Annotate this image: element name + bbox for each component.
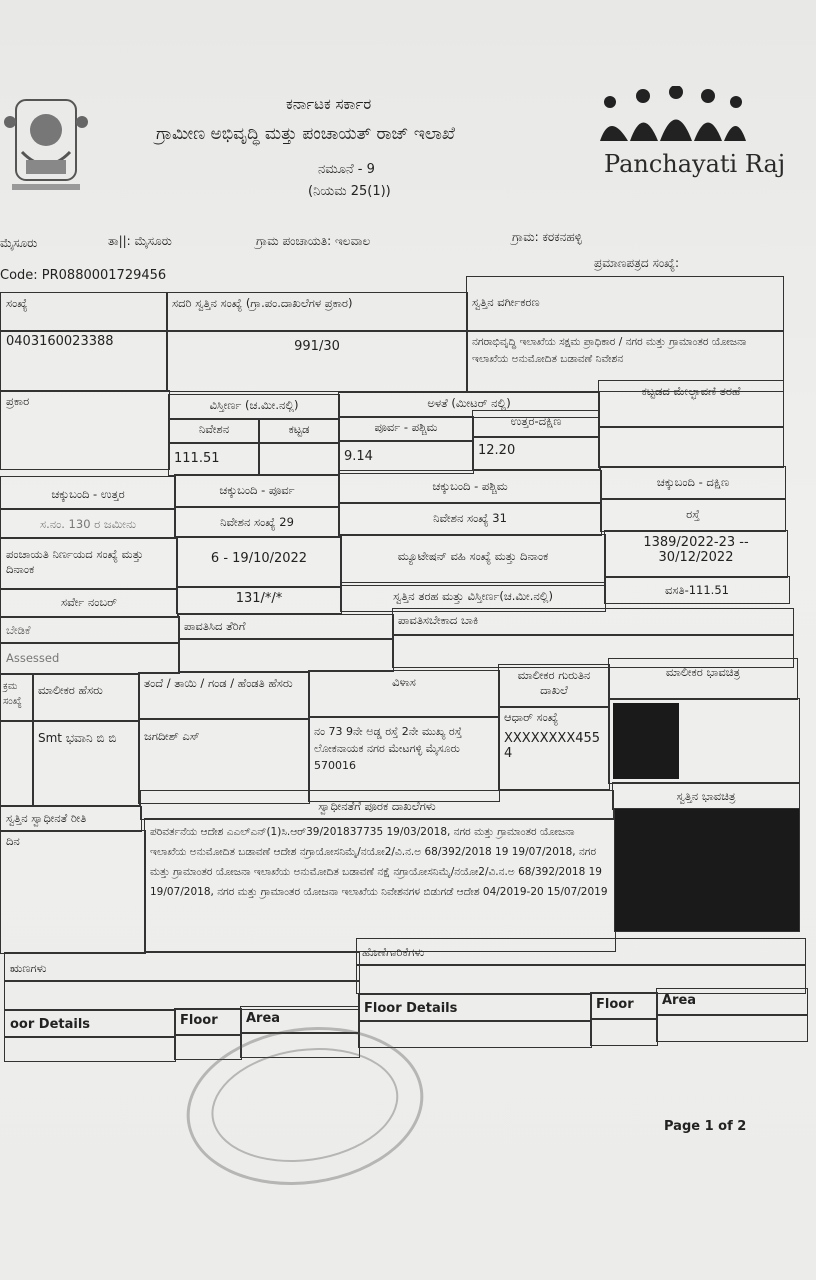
paid-tax-label: ಪಾವತಿಸಿದ ತೆರಿಗೆ (184, 619, 246, 633)
east-value-cell (174, 506, 340, 538)
property-type-value: ವಸತಿ-111.51 (665, 583, 729, 597)
possession-docs-text: ಪರಿವರ್ತನೆಯ ಆದೇಶ ಎಎಲ್‌ಎನ್‌(1)ಸಿ.ಆರ್39/201837735 19/03/2018, ನಗರ ಮತ್ತು ಗ್ರಾಮಾಂತರ ಯೋಜನಾ ಇಲಾಖೆಯ ಅನುಮೋದಿತ ಬಡಾವಣೆ ಆದೇಶ ನಗ್ರಾಯೋಸನಿಮೈ/ನಯೋ2/ವಿ.ನ.ಅ 68/392/2018 19 19/07/2018, ನಗರ ಮತ್ತು ಗ್ರಾಮಾಂತರ ಯೋಜನಾ ಇಲಾಖೆಯ ಅನುಮೋದಿತ ಬಡಾವಣೆ ನಕ್ಷೆ ನಗ್ರಾಯೋಸನಿಮೈ/ನಯೋ2/ವಿ.ನ.ಅ 68/392/2018 19 19/07/2018, ನಗರ ಮತ್ತು ಗ್ರಾಮಾಂತರ ಯೋಜನಾ ಇಲಾಖೆಯ ನಿವೇಶನಗಳ ಬಿಡುಗಡೆ ಆದೇಶ 04/2019-20 15/07/2019 (150, 826, 608, 898)
due-tax-label: ಪಾವತಿಸಬೇಕಾದ ಬಾಕಿ (398, 613, 479, 627)
id-value-cell (0, 330, 168, 392)
north-value-cell (0, 508, 176, 538)
survey-label: ಸರ್ವೇ ನಂಬರ್ (61, 595, 117, 609)
form-number: ನಮೂನೆ - 9 (318, 162, 375, 177)
floor-right-value-3 (656, 1014, 808, 1042)
resolution-label-cell (0, 538, 178, 590)
assessed-label: Assessed (6, 651, 60, 665)
mutation-value-cell (604, 530, 788, 578)
site-label: ನಿವೇಶನ (198, 422, 230, 436)
east-west-value: 9.14 (344, 449, 373, 464)
owner-name-cell (32, 720, 140, 806)
north-south-value: 12.20 (478, 443, 516, 458)
classification-label-cell (466, 276, 784, 332)
property-type-value-cell (604, 576, 790, 604)
south-value-cell (600, 498, 786, 532)
floor-right-label-cell (590, 992, 658, 1020)
east-west-label-cell (338, 416, 474, 442)
owner-serial-cell (0, 720, 34, 806)
paid-tax-label-cell (178, 614, 394, 640)
property-photo-label-cell (612, 782, 800, 810)
north-south-cell (472, 436, 600, 470)
floor-details-left-label-cell (4, 1010, 176, 1038)
south-label: ಚಕ್ಕುಬಂದಿ - ದಕ್ಷಿಣ (656, 475, 730, 489)
resolution-value-cell (176, 536, 342, 588)
due-tax-label-cell (392, 608, 794, 636)
floor-right-value-2 (590, 1018, 658, 1046)
building-area-cell (258, 442, 340, 476)
property-no-label-cell (166, 292, 468, 332)
village-label: ಗ್ರಾಮ: ಕರಕನಹಳ್ಳಿ (512, 230, 582, 244)
possession-docs-cell (144, 818, 616, 952)
address-value: ನಂ 73 9ನೇ ಅಡ್ಡ ರಸ್ತೆ 2ನೇ ಮುಖ್ಯ ರಸ್ತೆ ಲೋಕನಾಯಕ ನಗರ ಮೇಟಗಳ್ಳಿ ಮೈಸೂರು 570016 (314, 725, 462, 772)
floor-right-value-1 (358, 1020, 592, 1048)
demand-label-cell (0, 616, 180, 644)
west-label: ಚಕ್ಕುಬಂದಿ - ಪಶ್ಚಿಮ (432, 479, 508, 493)
survey-value: 131/*/* (235, 591, 283, 606)
relation-value: ಜಗದೀಶ್ ಎಸ್ (144, 729, 200, 743)
possession-docs-label-cell (140, 790, 614, 820)
number-label: ಸಂಖ್ಯೆ (6, 296, 28, 310)
gram-panchayat-label: ಗ್ರಾಮ ಪಂಚಾಯತಿ: ಇಲವಾಲ (256, 234, 371, 248)
page-number: Page 1 of 2 (664, 1119, 747, 1134)
south-label-cell (600, 466, 786, 500)
area-right-label: Area (662, 993, 697, 1008)
area-left-label: Area (246, 1011, 281, 1026)
owner-id-number: XXXXXXXX4554 (504, 731, 601, 761)
property-type-label: ಸ್ವತ್ತಿನ ತರಹ ಮತ್ತು ವಿಸ್ತೀರ್ಣ(ಚ.ಮೀ.ನಲ್ಲಿ) (393, 589, 553, 603)
address-label: ವಿಳಾಸ (392, 675, 416, 689)
paid-tax-value-cell (178, 638, 394, 672)
owner-id-type: ಆಧಾರ್ ಸಂಖ್ಯೆ (504, 710, 559, 724)
east-label-cell (174, 474, 340, 508)
liabilities-left-cell (4, 952, 360, 982)
building-label-cell (258, 418, 340, 444)
address-label-cell (308, 670, 500, 718)
survey-value-cell (176, 586, 342, 614)
possession-left-label: ದಿನ (6, 834, 20, 848)
mutation-label-cell (340, 534, 606, 586)
number-label-cell (0, 292, 168, 332)
liabilities-right-cell (356, 938, 806, 966)
roof-type-value-cell (598, 426, 784, 468)
mutation-value: 1389/2022-23 -- 30/12/2022 (643, 535, 749, 565)
owner-photo-label-cell (608, 658, 798, 700)
extent-label-cell (168, 394, 340, 420)
south-value: ರಸ್ತೆ (686, 507, 700, 521)
mutation-label: ಮ್ಯೂಟೇಷನ್ ವಹಿ ಸಂಖ್ಯೆ ಮತ್ತು ದಿನಾಂಕ (397, 549, 549, 563)
survey-label-cell (0, 588, 178, 618)
east-west-label: ಪೂರ್ವ - ಪಶ್ಚಿಮ (374, 420, 438, 434)
north-value: ಸ.ನಂ. 130 ರ ಜಮೀನು (40, 517, 136, 531)
north-label: ಚಕ್ಕುಬಂದಿ - ಉತ್ತರ (51, 487, 125, 501)
building-label: ಕಟ್ಟಡ (288, 422, 310, 436)
government-title: ಕರ್ನಾಟಕ ಸರ್ಕಾರ (286, 95, 372, 113)
owner-name-label-cell (32, 674, 140, 722)
owner-id-label: ಮಾಲೀಕರ ಗುರುತಿನ ದಾಖಲೆ (517, 668, 591, 697)
floor-left-label: Floor (180, 1013, 218, 1028)
north-south-label: ಉತ್ತರ-ದಕ್ಷಿಣ (510, 414, 562, 428)
department-title: ಗ್ರಾಮೀಣ ಅಭಿವೃದ್ಧಿ ಮತ್ತು ಪಂಚಾಯತ್ ರಾಜ್ ಇಲಾಖೆ (156, 124, 455, 144)
north-label-cell (0, 476, 176, 510)
north-south-label-cell (472, 410, 600, 438)
extent-label: ವಿಸ್ತೀರ್ಣ (ಚ.ಮೀ.ನಲ್ಲಿ) (209, 398, 299, 412)
property-no-label: ಸದರಿ ಸ್ವತ್ತಿನ ಸಂಖ್ಯೆ (ಗ್ರಾ.ಪಂ.ದಾಖಲೆಗಳ ಪ್ರಕಾರ) (172, 296, 353, 310)
owner-name-value: Smt ಭವಾನಿ ಬಿ ಬಿ (38, 731, 117, 745)
panchayati-raj-logo-icon (598, 86, 748, 146)
id-value: 0403160023388 (6, 334, 114, 349)
relation-label: ತಂದೆ / ತಾಯಿ / ಗಂಡ / ಹೆಂಡತಿ ಹೆಸರು (144, 676, 293, 690)
assessed-label-cell (0, 642, 180, 674)
owner-photo-cell (608, 698, 800, 784)
classification-label: ಸ್ವತ್ತಿನ ವರ್ಗೀಕರಣ (472, 295, 540, 309)
owner-serial-label-cell (0, 674, 34, 722)
east-value: ನಿವೇಶನ ಸಂಖ್ಯೆ 29 (220, 515, 294, 529)
taluk-label: ತಾ||: ಮೈಸೂರು (108, 234, 172, 248)
floor-left-label-cell (174, 1008, 242, 1036)
liabilities-right-label: ಹೊಣೆಗಾರಿಕೆಗಳು (362, 945, 425, 959)
floor-details-left-label: oor Details (10, 1017, 91, 1032)
demand-label: ಬೇಡಿಕೆ (6, 623, 31, 637)
panchayati-raj-label: Panchayati Raj (604, 150, 786, 178)
west-label-cell (338, 470, 602, 504)
owner-photo-label: ಮಾಲೀಕರ ಭಾವಚಿತ್ರ (665, 665, 741, 679)
roof-type-label-cell (598, 380, 784, 428)
area-right-label-cell (656, 988, 808, 1016)
floor-details-right-label-cell (358, 994, 592, 1022)
floor-details-right-label: Floor Details (364, 1001, 458, 1016)
floor-right-label: Floor (596, 997, 634, 1012)
site-label-cell (168, 418, 260, 444)
owner-serial-label: ಕ್ರಮ ಸಂಖ್ಯೆ (3, 681, 22, 707)
owner-name-label: ಮಾಲೀಕರ ಹೆಸರು (38, 683, 103, 697)
possession-mode-label: ಸ್ವತ್ತಿನ ಸ್ವಾಧೀನತೆ ರೀತಿ (6, 811, 87, 825)
possession-docs-label: ಸ್ವಾಧೀನತೆಗೆ ಪೂರಕ ದಾಖಲೆಗಳು (318, 799, 436, 813)
relation-label-cell (138, 672, 310, 720)
dimension-label: ಅಳತೆ (ಮೀಟರ್ ನಲ್ಲಿ) (427, 396, 511, 410)
west-value-cell (338, 502, 602, 536)
owner-id-label-cell (498, 664, 610, 708)
property-photo-image (614, 808, 800, 932)
resolution-label: ಪಂಚಾಯತಿ ನಿರ್ಣಯದ ಸಂಖ್ಯೆ ಮತ್ತು ದಿನಾಂಕ (6, 547, 144, 576)
owner-photo-image (613, 703, 679, 779)
type-label-cell (0, 390, 170, 470)
roof-type-label: ಕಟ್ಟಡದ ಮೇಲ್ಛಾವಣಿ ತರಹೆ (641, 384, 741, 398)
east-label: ಚಕ್ಕುಬಂದಿ - ಪೂರ್ವ (219, 483, 295, 497)
property-no-value: 991/30 (294, 339, 340, 354)
west-value: ನಿವೇಶನ ಸಂಖ್ಯೆ 31 (433, 511, 507, 525)
certificate-number-label: ಪ್ರಮಾಣಪತ್ರದ ಸಂಖ್ಯೆ: (594, 256, 680, 270)
district-label: ಮೈಸೂರು (0, 236, 38, 250)
classification-value: ನಗರಾಭಿವೃದ್ಧಿ ಇಲಾಖೆಯ ಸಕ್ಷಮ ಪ್ರಾಧಿಕಾರ / ನಗರ ಮತ್ತು ಗ್ರಾಮಾಂತರ ಯೋಜನಾ ಇಲಾಖೆಯ ಅನುಮೋದಿತ ಬಡಾವಣೆ ನಿವೇಶನ (472, 336, 747, 365)
possession-left-cell (0, 830, 146, 954)
rule-number: (ನಿಯಮ 25(1)) (308, 184, 391, 199)
karnataka-emblem-icon (2, 92, 90, 202)
floor-left-value-1 (4, 1036, 176, 1062)
site-area-value: 111.51 (174, 451, 220, 466)
liabilities-left-label: ಋಣಗಳು (10, 961, 47, 975)
site-area-cell (168, 442, 260, 476)
east-west-cell (338, 440, 474, 474)
property-no-cell (166, 330, 468, 392)
property-photo-label: ಸ್ವತ್ತಿನ ಭಾವಚಿತ್ರ (676, 789, 736, 803)
owner-id-value-cell (498, 706, 610, 790)
resolution-value: 6 - 19/10/2022 (210, 551, 308, 566)
type-label: ಪ್ರಕಾರ (6, 394, 30, 408)
property-code: Code: PR0880001729456 (0, 268, 167, 283)
possession-mode-label-cell (0, 806, 142, 832)
